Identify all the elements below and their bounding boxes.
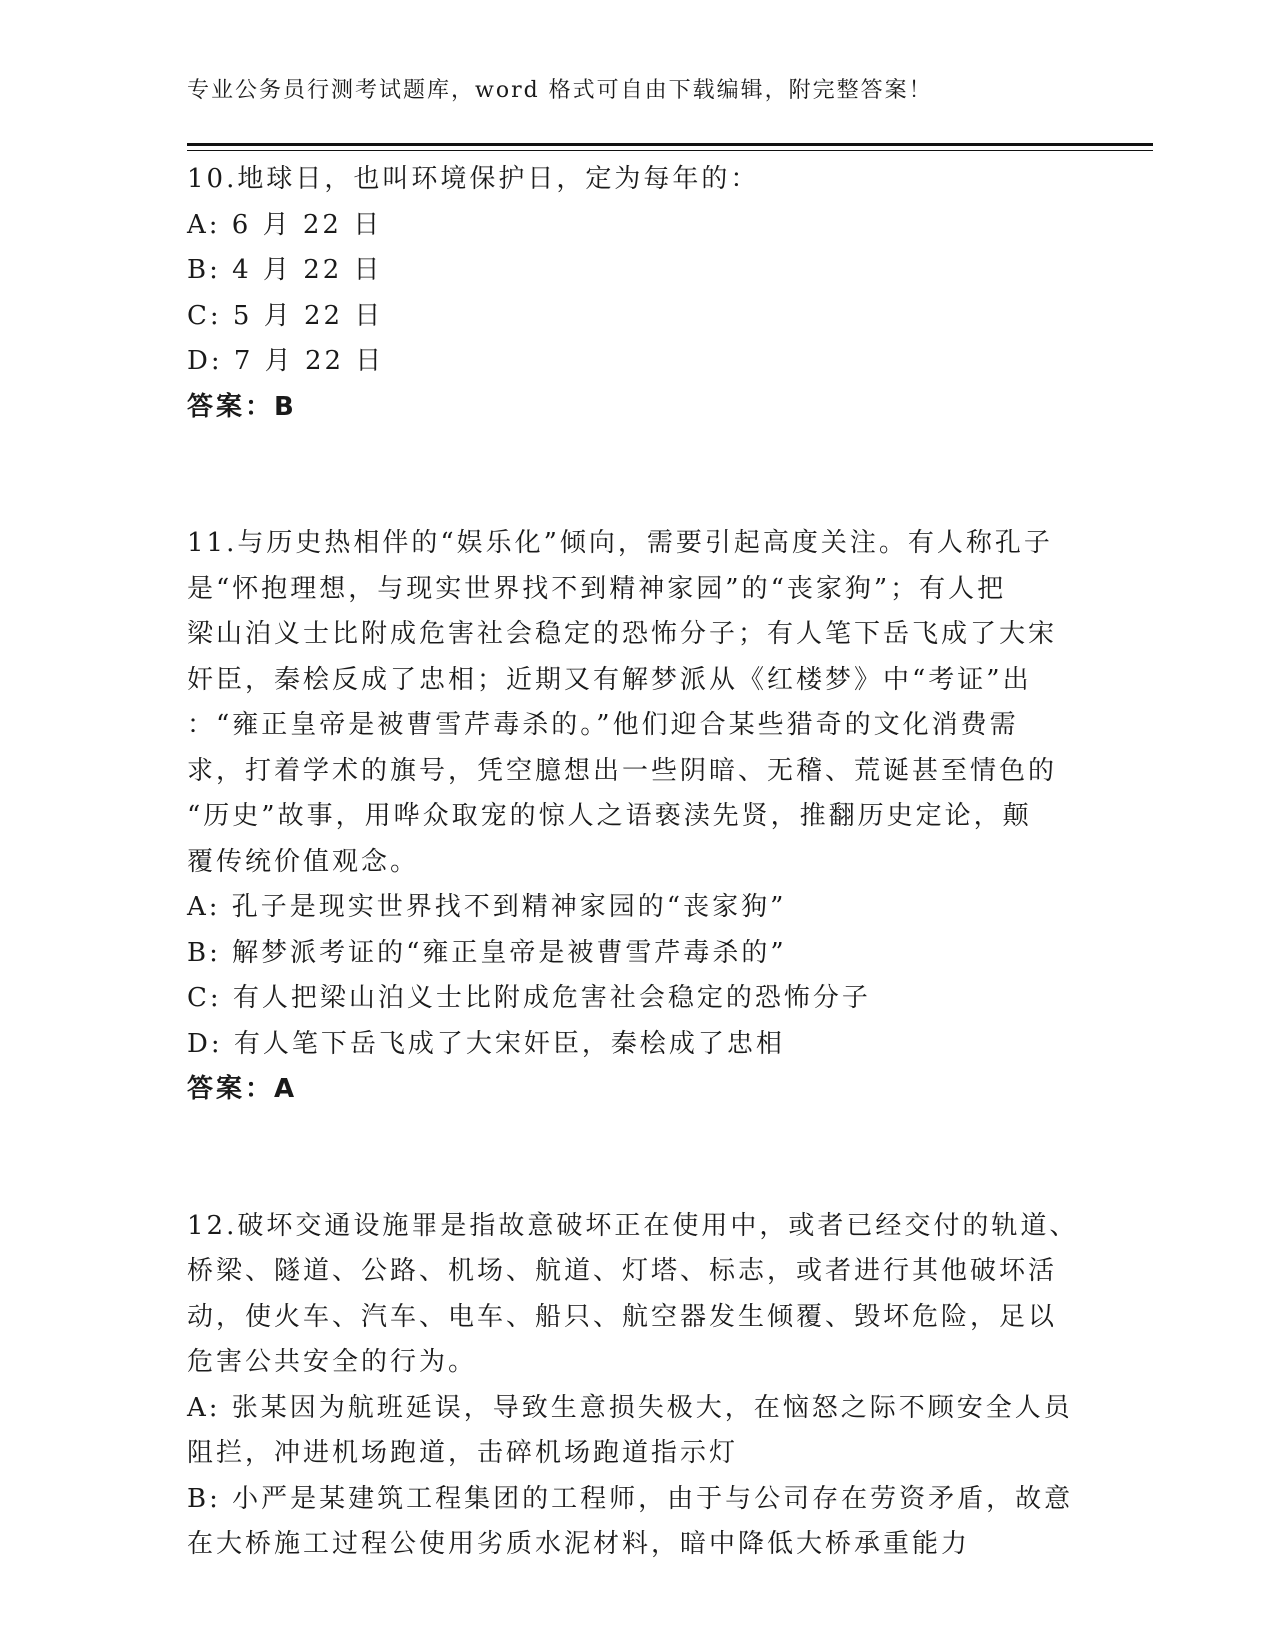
option-d: D: 7 月 22 日 xyxy=(187,346,385,376)
option-b: B: 4 月 22 日 xyxy=(187,255,383,285)
question-stem-line: “历史”故事，用哗众取宠的惊人之语亵渎先贤，推翻历史定论，颠 xyxy=(187,801,1032,831)
option-b-line: B: 小严是某建筑工程集团的工程师，由于与公司存在劳资矛盾，故意 xyxy=(187,1483,1074,1514)
question-spacer xyxy=(187,430,1087,521)
question-stem-line: 求，打着学术的旗号，凭空臆想出一些阴暗、无稽、荒诞甚至情色的 xyxy=(187,755,1058,786)
option-a: A: 孔子是现实世界找不到精神家园的“丧家狗” xyxy=(187,892,787,922)
option-a-line: A: 张某因为航班延误，导致生意损失极大，在恼怒之际不顾安全人员 xyxy=(187,1392,1073,1423)
question-stem-line: 动，使火车、汽车、电车、船只、航空器发生倾覆、毁坏危险，足以 xyxy=(187,1301,1058,1332)
option-c: C: 有人把梁山泊义士比附成危害社会稳定的恐怖分子 xyxy=(187,983,871,1013)
question-list xyxy=(187,157,1087,1568)
question-stem: 10.地球日，也叫环境保护日，定为每年的： xyxy=(187,164,760,194)
question-10 xyxy=(187,157,1087,430)
question-stem-line: 桥梁、隧道、公路、机场、航道、灯塔、标志，或者进行其他破坏活 xyxy=(187,1256,1058,1286)
option-a: A: 6 月 22 日 xyxy=(187,209,383,240)
question-stem-line: 12.破坏交通设施罪是指故意破坏正在使用中，或者已经交付的轨道、 xyxy=(187,1210,1079,1241)
option-a-line: 阻拦，冲进机场跑道，击碎机场跑道指示灯 xyxy=(187,1438,739,1468)
question-11 xyxy=(187,521,1087,1113)
question-stem-line: 覆传统价值观念。 xyxy=(187,846,420,877)
option-b-line: 在大桥施工过程公使用劣质水泥材料，暗中降低大桥承重能力 xyxy=(187,1529,971,1559)
question-12 xyxy=(187,1204,1087,1568)
question-spacer xyxy=(187,1113,1087,1204)
question-stem-line: 11.与历史热相伴的“娱乐化”倾向，需要引起高度关注。有人称孔子 xyxy=(187,528,1053,558)
answer-line: 答案：A xyxy=(187,1074,298,1104)
question-stem-line: 是“怀抱理想，与现实世界找不到精神家园”的“丧家狗”；有人把 xyxy=(187,573,1007,604)
option-d: D: 有人笔下岳飞成了大宋奸臣，秦桧成了忠相 xyxy=(187,1028,785,1059)
answer-line: 答案：B xyxy=(187,391,297,422)
option-b: B: 解梦派考证的“雍正皇帝是被曹雪芹毒杀的” xyxy=(187,937,787,968)
question-stem-line: ：“雍正皇帝是被曹雪芹毒杀的。”他们迎合某些猎奇的文化消费需 xyxy=(187,710,1019,740)
question-stem-line: 奸臣，秦桧反成了忠相；近期又有解梦派从《红楼梦》中“考证”出 xyxy=(187,664,1032,695)
header-rule-thick xyxy=(187,143,1153,146)
option-c: C: 5 月 22 日 xyxy=(187,300,384,331)
question-stem-line: 危害公共安全的行为。 xyxy=(187,1347,478,1377)
question-stem-line: 梁山泊义士比附成危害社会稳定的恐怖分子；有人笔下岳飞成了大宋 xyxy=(187,619,1058,649)
header-rule-thin xyxy=(187,150,1153,151)
page-header: 专业公务员行测考试题库，word 格式可自由下载编辑，附完整答案！ xyxy=(187,78,933,103)
